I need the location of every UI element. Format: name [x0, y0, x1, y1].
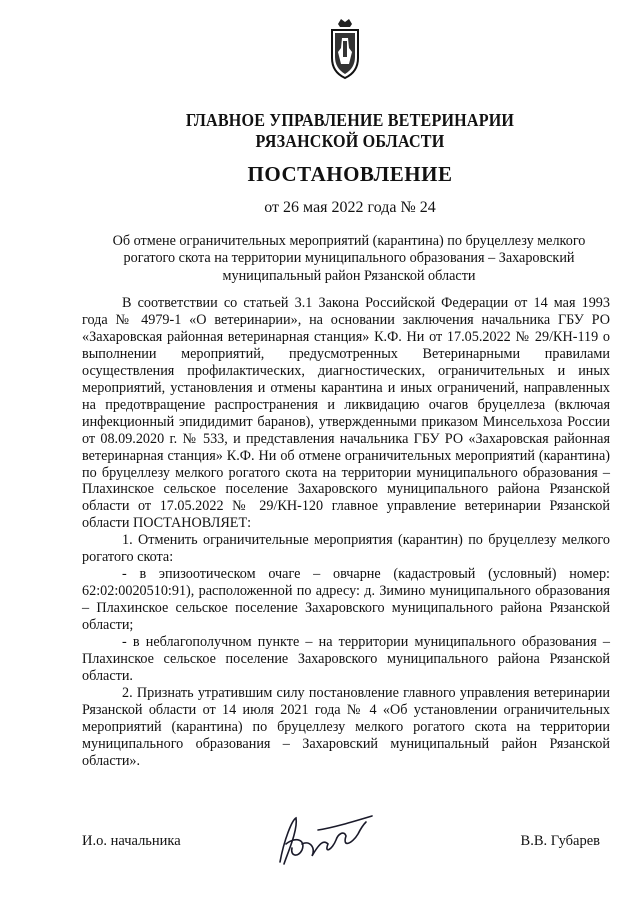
- handwritten-signature: [262, 800, 382, 880]
- signatory-position: И.о. начальника: [82, 833, 181, 849]
- resolution-item-1: 1. Отменить ограничительные мероприятия (карантин) по бруцеллезу мелкого рогатого скота:: [82, 532, 610, 566]
- issuing-authority: [166, 110, 534, 152]
- subject-line-1: Об отмене ограничительных мероприятий (карантина) по бруцеллезу мелкого: [112, 233, 586, 249]
- signatory-name: В.В. Губарев: [520, 833, 600, 849]
- subject-line-3: муниципальный район Рязанской области: [222, 267, 476, 284]
- coat-of-arms-icon: [326, 18, 364, 80]
- document-date: от 26 мая 2022 года № 24: [264, 199, 436, 216]
- resolution-item-2: 2. Признать утратившим силу постановление главного управления ветеринарии Рязанской области от 14 июля 2021 года № 4 «Об установлении ограничительных мероприятий (карантина) по бруцеллезу мелкого рогатого скота на территории муниципального образования – Захаровский муниципальный район Рязанской области».: [82, 684, 610, 769]
- subject-line-2: рогатого скота на территории муниципального образования – Захаровский: [123, 250, 575, 267]
- authority-line-1: ГЛАВНОЕ УПРАВЛЕНИЕ ВЕТЕРИНАРИИ: [185, 110, 515, 130]
- resolution-item-1-b: - в неблагополучном пункте – на территории муниципального образования – Плахинское сельское поселение Захаровского муниципального района Рязанской области.: [82, 634, 610, 684]
- resolution-item-1-a: - в эпизоотическом очаге – овчарне (кадастровый (условный) номер: 62:02:0020510:91), расположенной по адресу: д. Зимино муниципального образования – Плахинское сельское поселение Захаровского муниципального района Рязанской области;: [82, 566, 610, 634]
- preamble-paragraph: В соответствии со статьей 3.1 Закона Российской Федерации от 14 мая 1993 года № 4979-1 «О ветеринарии», на основании заключения начальника ГБУ РО «Захаровская районная ветеринарная станция» К.Ф. Ни от 17.05.2022 № 29/КН-119 о выполнении мероприятий, предусмотренных Ветеринарными правилами осуществления профилактических, диагностических, ограничительных и иных мероприятий, установления и отмены карантина и иных ограничений, направленных на предотвращение распространения и ликвидацию очагов бруцеллеза (включая инфекционный эпидидимит баранов), утвержденными приказом Минсельхоза России от 08.09.2020 г. № 533, и представления начальника ГБУ РО «Захаровская районная ветеринарная станция» К.Ф. Ни об отмене ограничительных мероприятий (карантина) по бруцеллезу мелкого рогатого скота на территории муниципального образования – Плахинское сельское поселение Захаровского муниципального района Рязанской области от 17.05.2022 № 29/КН-120 главное управление ветеринарии Рязанской области ПОСТАНОВЛЯЕТ:: [82, 295, 610, 532]
- authority-line-2: РЯЗАНСКОЙ ОБЛАСТИ: [255, 131, 445, 151]
- document-type: ПОСТАНОВЛЕНИЕ: [247, 162, 453, 186]
- document-subject: [82, 233, 616, 285]
- document-body: [82, 295, 610, 770]
